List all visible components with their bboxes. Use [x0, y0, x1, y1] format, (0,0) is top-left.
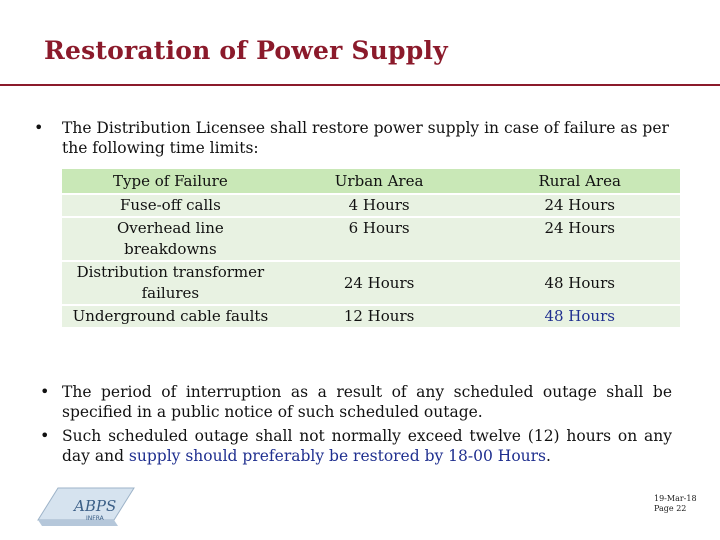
bullet3-end: . — [546, 447, 551, 465]
table-cell: 4 Hours — [279, 195, 480, 216]
title-rule — [0, 84, 720, 86]
table-cell: Underground cable faults — [62, 306, 279, 327]
table-cell: 24 Hours — [479, 218, 680, 260]
bullet-icon: • — [40, 426, 50, 445]
bullet-icon: • — [40, 382, 50, 401]
table-cell: Overhead line breakdowns — [62, 218, 279, 260]
bullet3-highlight: supply should preferably be restored by 18-00 Hours — [128, 447, 546, 465]
table-row — [62, 262, 680, 304]
footer — [654, 494, 697, 514]
restoration-time-table — [62, 167, 680, 329]
header-urban-area: Urban Area — [279, 169, 480, 193]
logo-text: ABPS — [74, 497, 117, 515]
intro-text: The Distribution Licensee shall restore power supply in case of failure as per the following time limits: — [62, 119, 669, 157]
abps-infra-logo — [30, 480, 140, 530]
bullet3-text: Such scheduled outage shall not normally exceed twelve (12) hours on any day and — [62, 427, 672, 465]
table-cell: 48 Hours — [479, 262, 680, 304]
footer-date: 19-Mar-18 — [654, 494, 697, 503]
table-header-row — [62, 169, 680, 193]
table-row — [62, 218, 680, 260]
bullet-scheduled-outage-limit — [62, 426, 672, 466]
bullet-icon: • — [34, 118, 44, 137]
table-cell: Distribution transformer failures — [62, 262, 279, 304]
bullet-scheduled-outage-notice: The period of interruption as a result of any scheduled outage shall be specified in a public notice of such scheduled outage. — [62, 383, 672, 421]
footer-page: Page 22 — [654, 504, 687, 513]
slide-title: Restoration of Power Supply — [44, 36, 448, 65]
table-cell: 48 Hours — [479, 306, 680, 327]
header-rural-area: Rural Area — [479, 169, 680, 193]
table-cell: 24 Hours — [479, 195, 680, 216]
logo-subtext: INFRA — [86, 515, 104, 522]
header-type-of-failure: Type of Failure — [62, 169, 279, 193]
table-cell: Fuse-off calls — [62, 195, 279, 216]
table-cell: 6 Hours — [279, 218, 480, 260]
table-row — [62, 195, 680, 216]
table-row — [62, 306, 680, 327]
table-cell: 24 Hours — [279, 262, 480, 304]
table-cell: 12 Hours — [279, 306, 480, 327]
